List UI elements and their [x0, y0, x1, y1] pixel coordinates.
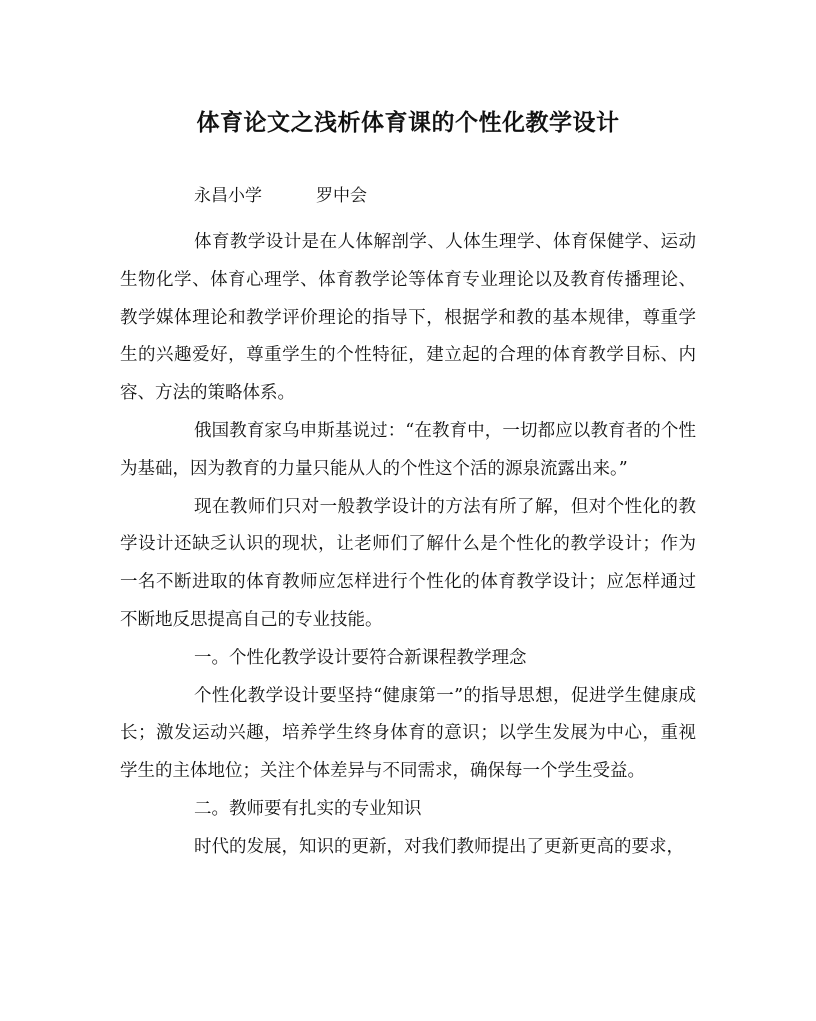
paragraph-3: 现在教师们只对一般教学设计的方法有所了解，但对个性化的教学设计还缺乏认识的现状，让老师们了解什么是个性化的教学设计；作为一名不断进取的体育教师应怎样进行个性化的体育教学设计；应怎样通过不断地反思提高自己的专业技能。 — [120, 496, 696, 630]
school-name: 永昌小学 — [194, 186, 262, 206]
paragraph-2: 俄国教育家乌申斯基说过：“在教育中，一切都应以教育者的个性为基础，因为教育的力量只能从人的个性这个活的源泉流露出来。” — [120, 420, 696, 479]
paragraph-5: 时代的发展，知识的更新，对我们教师提出了更新更高的要求， — [194, 836, 684, 857]
section-heading-2: 二。教师要有扎实的专业知识 — [194, 798, 422, 819]
document-title: 体育论文之浅析体育课的个性化教学设计 — [196, 109, 620, 136]
paragraph-1: 体育教学设计是在人体解剖学、人体生理学、体育保健学、运动生物化学、体育心理学、体育教学论等体育专业理论以及教育传播理论、教学媒体理论和教学评价理论的指导下，根据学和教的基本规律，尊重学生的兴趣爱好，尊重学生的个性特征，建立起的合理的体育教学目标、内容、方法的策略体系。 — [120, 232, 696, 404]
author-name: 罗中会 — [316, 186, 367, 206]
document-body — [120, 224, 696, 867]
paragraph-4: 个性化教学设计要坚持“健康第一”的指导思想，促进学生健康成长；激发运动兴趣，培养学生终身体育的意识；以学生发展为中心，重视学生的主体地位；关注个体差异与不同需求，确保每一个学生受益。 — [120, 685, 696, 782]
section-heading-1: 一。个性化教学设计要符合新课程教学理念 — [194, 647, 527, 668]
author-line — [194, 182, 367, 210]
